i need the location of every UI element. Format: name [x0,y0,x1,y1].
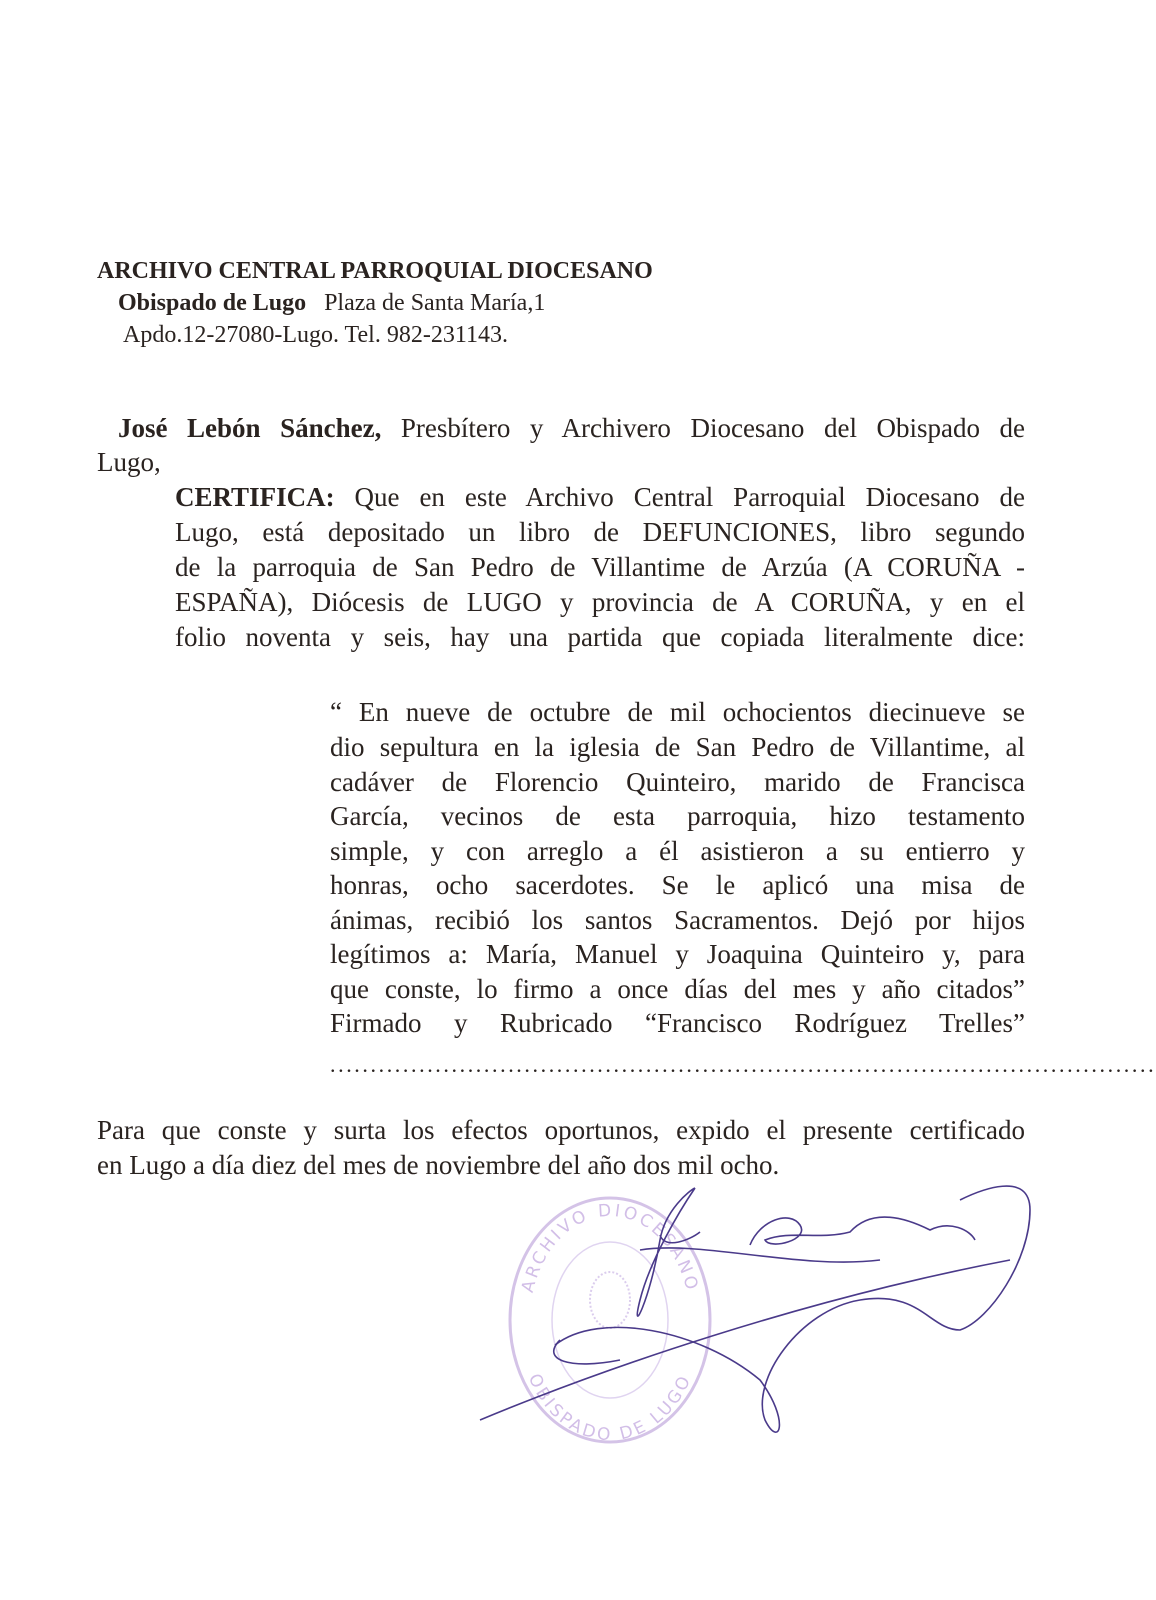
closing-line: en Lugo a día diez del mes de noviembre del año dos mil ocho. [97,1150,780,1180]
institution-name: ARCHIVO CENTRAL PARROQUIAL DIOCESANO [97,258,653,284]
intro-line: Lugo, [97,447,161,477]
certifica-line: de la parroquia de San Pedro de Villantime de Arzúa (A CORUÑA - [175,552,1025,582]
quote-line: ánimas, recibió los santos Sacramentos. Dejó por hijos [330,905,1025,935]
stamp-bottom-text: OBISPADO DE LUGO [523,1370,697,1446]
office-name: Obispado de Lugo [118,290,307,316]
certifica-line: Lugo, está depositado un libro de DEFUNCIONES, libro segundo [175,517,1025,547]
quote-line: legítimos a: María, Manuel y Joaquina Quinteiro y, para [330,939,1025,969]
quote-line: honras, ocho sacerdotes. Se le aplicó una misa de [330,870,1025,900]
certifica-line: folio noventa y seis, hay una partida que copiada literalmente dice: [175,622,1025,652]
quote-line: dio sepultura en la iglesia de San Pedro de Villantime, al [330,732,1025,762]
quote-line: García, vecinos de esta parroquia, hizo testamento [330,801,1025,831]
address: Plaza de Santa María,1 [324,290,546,316]
quote-line: simple, y con arreglo a él asistieron a su entierro y [330,836,1025,866]
diocesan-stamp [510,1198,710,1445]
quote-line: que conste, lo firmo a once días del mes y año citados” [330,974,1025,1004]
contact-line: Apdo.12-27080-Lugo. Tel. 982-231143. [123,322,508,348]
quote-line: “ En nueve de octubre de mil ochocientos diecinueve se [330,697,1025,727]
dotted-line: ...................................................................................................... [330,1052,1156,1077]
closing-line: Para que conste y surta los efectos oportunos, expido el presente certificado [97,1115,1025,1145]
certifica-label: CERTIFICA: [175,482,335,512]
stamp-top-text: ARCHIVO DIOCESANO [517,1200,703,1295]
svg-text:OBISPADO DE LUGO [524,1371,696,1446]
archivist-name: José Lebón Sánchez, [118,413,382,443]
quote-line: Firmado y Rubricado “Francisco Rodríguez Trelles” [330,1008,1025,1038]
certifica-text: Que en este Archivo Central Parroquial Diocesano de [354,482,1025,512]
intro-text: Presbítero y Archivero Diocesano del Obispado de [400,413,1026,443]
quote-line: cadáver de Florencio Quinteiro, marido de Francisca [330,767,1025,797]
certifica-line: ESPAÑA), Diócesis de LUGO y provincia de A CORUÑA, y en el [175,587,1025,617]
